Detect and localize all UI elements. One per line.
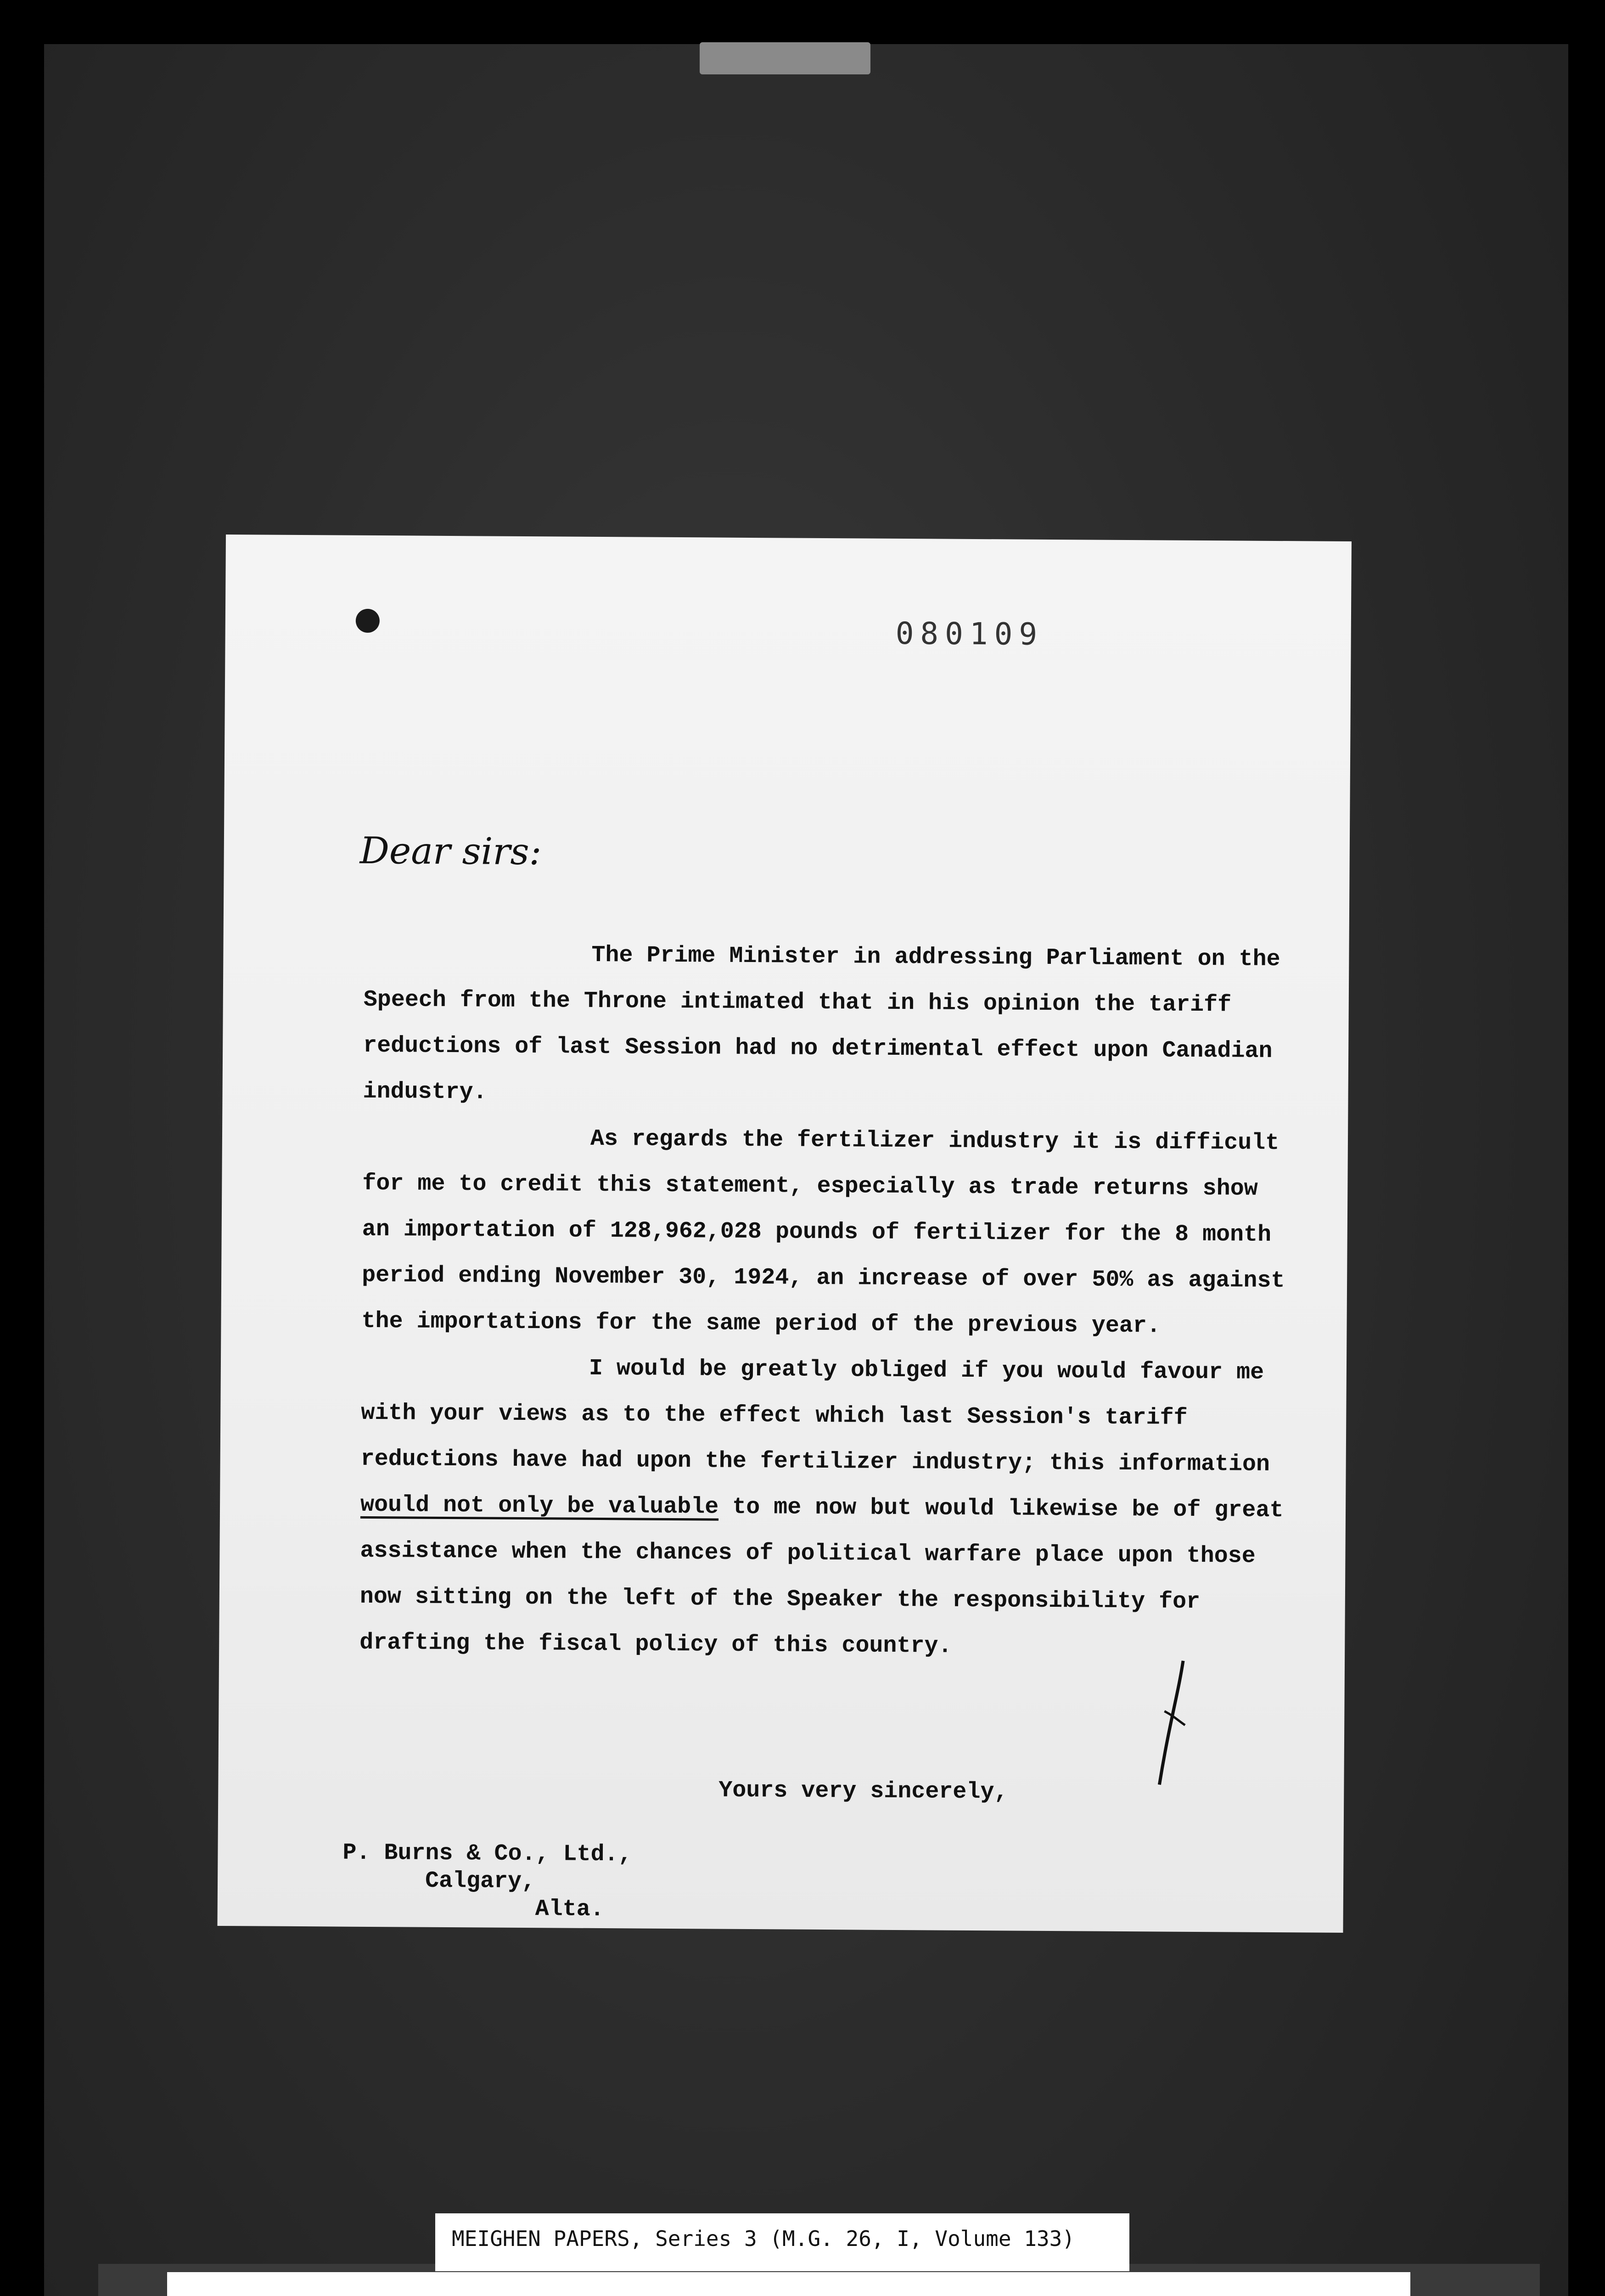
punch-hole [356,609,380,633]
address-line-3: Alta. [535,1896,604,1923]
recipient-address [342,1840,632,1924]
paragraph-1: The Prime Minister in addressing Parliament on the Speech from the Throne intimated that in his opinion the tariff reductions of last Session had no detrimental effect upon Canadian industry. [363,942,1280,1106]
letter-body [359,931,1291,1671]
address-line-2: Calgary, [425,1868,536,1895]
series-tab [435,2213,1129,2271]
holder-clip [700,42,870,74]
archive-label [167,2272,1410,2296]
series-reference: MEIGHEN PAPERS, Series 3 (M.G. 26, I, Volume 133) [452,2226,1075,2251]
pen-margin-mark-icon [1150,1656,1192,1794]
paragraph-3 [359,1345,1289,1671]
paragraph-3-start: I would be greatly obliged if you would favour me with your views as to the effect which last Session's tariff reductions have had upon the fertilizer industry; this information [360,1355,1270,1478]
document-number: 080109 [895,615,1044,652]
paragraph-2: As regards the fertilizer industry it is difficult for me to credit this statement, especially as trade returns show an importation of 128,962,028 pounds of fertilizer for the 8 month period ending November 30, 1924, an increase of over 50% as against the importations for the same period of the previous year. [361,1125,1285,1339]
address-line-1: P. Burns & Co., Ltd., [342,1840,632,1868]
letter-page [217,535,1351,1933]
paragraph-3-end: to me now but would likewise be of great assistance when the chances of political warfare place upon those now sitting on the left of the Speaker the responsibility for drafting the fiscal policy of this country. [359,1494,1284,1660]
closing-line: Yours very sincerely, [718,1777,1008,1806]
underlined-phrase: would not only be valuable [360,1491,719,1520]
salutation-handwritten: Dear sirs: [359,829,542,873]
